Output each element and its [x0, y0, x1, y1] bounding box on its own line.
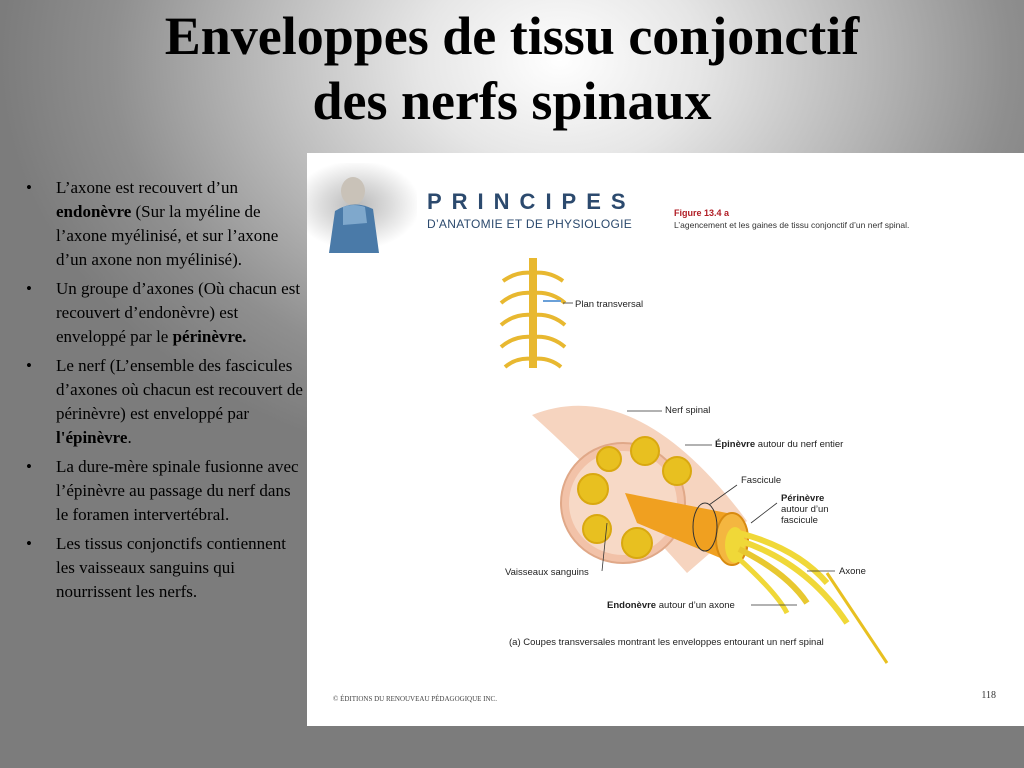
bullet-item — [18, 354, 306, 450]
bullet-item — [18, 455, 306, 527]
figure-caption: L’agencement et les gaines de tissu conjonctif d’un nerf spinal. — [674, 220, 910, 230]
label-perinevre-line3: fascicule — [781, 515, 818, 526]
bullet-bold-term: endonèvre — [56, 202, 132, 221]
bullet-text: L’axone est recouvert d’un — [56, 178, 239, 197]
label-perinevre — [781, 493, 829, 526]
label-endonevre-text: autour d’un axone — [656, 600, 735, 611]
label-endonevre-term: Endonèvre — [607, 600, 657, 611]
bullet-text: . — [127, 428, 132, 447]
bullet-bold-term: périnèvre. — [172, 327, 247, 346]
bullet-text: Les tissus conjonctifs contiennent les vaisseaux sanguins qui nourrissent les nerfs. — [56, 534, 286, 601]
figure-panel — [307, 153, 1024, 726]
label-vaisseaux: Vaisseaux sanguins — [505, 567, 589, 578]
bullet-text: (Sur la myéline de l’axone myélinisé, et sur l’axone d’un axone non myélinisé). — [56, 202, 279, 269]
title-line-2: des nerfs spinaux — [312, 70, 712, 131]
label-epinevre — [715, 439, 843, 450]
label-nerf-spinal: Nerf spinal — [665, 405, 711, 416]
panel-caption: (a) Coupes transversales montrant les enveloppes entourant un nerf spinal — [509, 637, 824, 648]
bullet-bold-term: l'épinèvre — [56, 428, 128, 447]
label-plan-transversal: Plan transversal — [575, 299, 644, 310]
bullet-text: La dure-mère spinale fusionne avec l’épinèvre au passage du nerf dans le foramen intervertébral. — [56, 457, 299, 524]
publisher-credit: © ÉDITIONS DU RENOUVEAU PÉDAGOGIQUE INC. — [333, 695, 497, 703]
label-epinevre-term: Épinèvre — [715, 439, 756, 450]
brand-title: PRINCIPES — [427, 189, 636, 214]
bullet-item — [18, 176, 306, 272]
spinal-cord-sketch — [501, 258, 573, 368]
bullet-text: Un groupe d’axones (Où chacun est recouvert d’endonèvre) est enveloppé par le — [56, 279, 301, 346]
bullet-list — [18, 176, 306, 609]
bullet-item — [18, 532, 306, 604]
label-perinevre-term: Périnèvre — [781, 493, 825, 504]
title-line-1: Enveloppes de tissu conjonctif — [164, 6, 860, 66]
label-fascicule: Fascicule — [741, 475, 782, 486]
page-number: 118 — [981, 690, 996, 701]
label-perinevre-line2: autour d’un — [781, 504, 829, 515]
bullet-text: Le nerf (L’ensemble des fascicules d’axones où chacun est recouvert de périnèvre) est enveloppé par — [56, 356, 303, 423]
label-axone: Axone — [839, 566, 866, 577]
brand-subtitle: D’ANATOMIE ET DE PHYSIOLOGIE — [427, 217, 633, 231]
label-endonevre — [607, 600, 735, 611]
label-epinevre-text: autour du nerf entier — [755, 439, 844, 450]
figure-label: Figure 13.4 a — [674, 208, 730, 218]
slide-title — [0, 4, 1024, 134]
bullet-item — [18, 277, 306, 349]
